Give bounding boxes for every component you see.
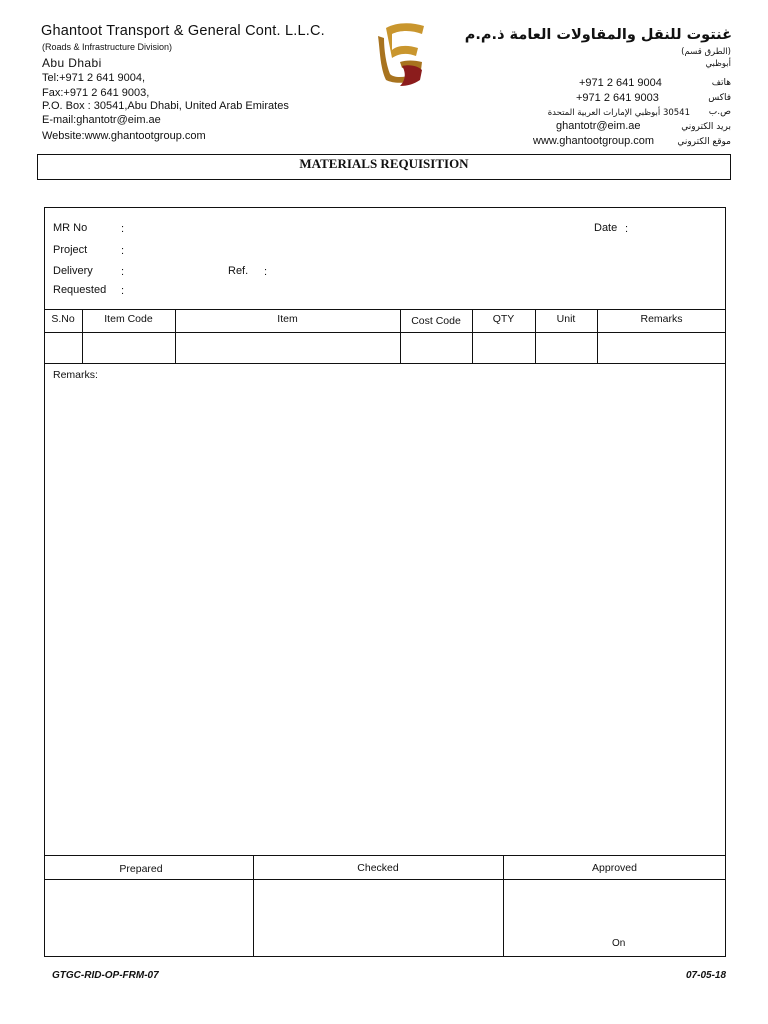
- tel-label-arabic: هاتف: [711, 78, 731, 88]
- company-city: Abu Dhabi: [42, 56, 102, 70]
- table-bottom-border: [44, 363, 726, 364]
- date-label: Date: [594, 222, 618, 234]
- checked-label: Checked: [357, 862, 399, 874]
- company-city-arabic: أبوظبي: [705, 59, 731, 69]
- approved-on-label: On: [612, 938, 626, 949]
- po-value-arabic: 30541 أبوظبي الإمارات العربية المتحدة: [547, 108, 690, 118]
- column-header-cost-code: Cost Code: [411, 315, 461, 327]
- ref-label: Ref.: [228, 265, 249, 277]
- revision-date: 07-05-18: [686, 970, 727, 981]
- ref-colon: :: [264, 266, 268, 278]
- company-logo: [372, 20, 428, 88]
- signature-top-border: [44, 855, 726, 856]
- fax-value-arabic: +971 2 641 9003: [576, 92, 659, 104]
- company-tel: Tel:+971 2 641 9004,: [42, 72, 146, 84]
- email-value-arabic: ghantotr@eim.ae: [556, 120, 641, 132]
- mr-no-label: MR No: [53, 222, 88, 234]
- form-title: MATERIALS REQUISITION: [299, 156, 469, 171]
- column-header-remarks: Remarks: [640, 313, 683, 325]
- website-value-arabic: www.ghantootgroup.com: [533, 135, 655, 147]
- prepared-label: Prepared: [119, 863, 163, 875]
- table-top-border: [44, 309, 726, 310]
- column-header-sno: S.No: [51, 313, 75, 325]
- delivery-colon: :: [121, 266, 125, 278]
- mr-no-colon: :: [121, 223, 125, 235]
- company-po-box: P.O. Box : 30541,Abu Dhabi, United Arab Emirates: [42, 100, 289, 112]
- project-colon: :: [121, 245, 125, 257]
- tel-value-arabic: +971 2 641 9004: [579, 77, 662, 89]
- company-name: Ghantoot Transport & General Cont. L.L.C.: [41, 23, 325, 39]
- requested-label: Requested: [53, 284, 107, 296]
- date-colon: :: [625, 223, 629, 235]
- company-division-arabic: (الطرق قسم): [681, 47, 731, 57]
- company-name-arabic: غنتوت للنقل والمقاولات العامة ذ.م.م: [464, 27, 732, 43]
- company-fax: Fax:+971 2 641 9003,: [42, 87, 150, 99]
- remarks-label: Remarks:: [53, 369, 98, 381]
- fax-label-arabic: فاكس: [708, 93, 731, 103]
- company-division: (Roads & Infrastructure Division): [42, 42, 173, 52]
- requested-colon: :: [121, 285, 125, 297]
- company-email: E-mail:ghantotr@eim.ae: [42, 114, 161, 126]
- email-label-arabic: بريد الكتروني: [681, 122, 731, 132]
- column-header-qty: QTY: [492, 313, 515, 325]
- table-header-border: [44, 332, 726, 333]
- form-code: GTGC-RID-OP-FRM-07: [52, 970, 159, 981]
- website-label-arabic: موقع الكتروني: [677, 137, 731, 147]
- title-box: [37, 154, 731, 180]
- column-header-unit: Unit: [556, 313, 576, 325]
- column-header-item: Item: [277, 313, 298, 325]
- project-label: Project: [53, 244, 88, 256]
- approved-label: Approved: [592, 862, 637, 874]
- signature-header-border: [44, 879, 726, 880]
- column-header-item-code: Item Code: [104, 313, 153, 325]
- po-label-arabic: ص.ب: [708, 107, 731, 117]
- company-website: Website:www.ghantootgroup.com: [42, 130, 206, 142]
- delivery-label: Delivery: [53, 265, 93, 277]
